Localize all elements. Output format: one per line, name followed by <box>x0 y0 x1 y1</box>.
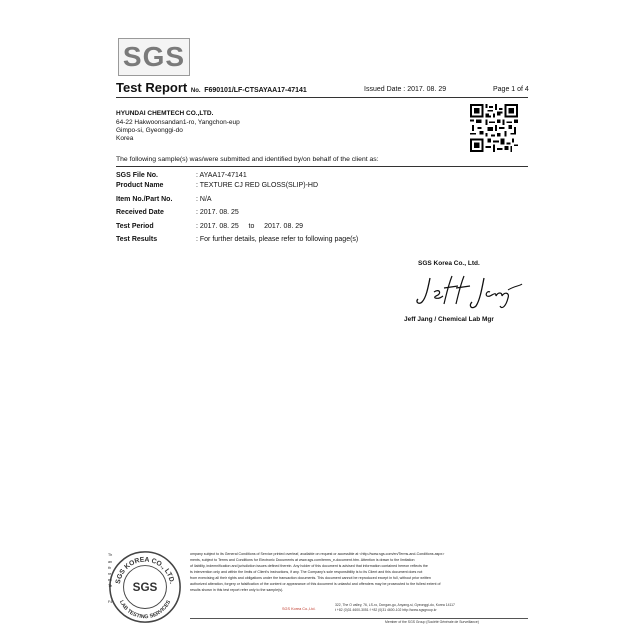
footer-address-line-1: 322, The O valley, 76, LS-ro, Dongan-gu, Anyang-si, Gyeonggi-do, Korea 14117 <box>335 603 455 607</box>
stamp-bottom-text: LAB TESTING SERVICES <box>117 599 173 621</box>
field-value-item-no: : N/A <box>196 196 212 203</box>
footer-member-text: Member of the SGS Group (Société Générale de Surveillance) <box>385 620 479 624</box>
client-name: HYUNDAI CHEMTECH CO.,LTD. <box>116 110 214 117</box>
issued-value: 2017. 08. 29 <box>407 86 447 93</box>
issued-date <box>364 86 446 93</box>
signature-company: SGS Korea Co., Ltd. <box>418 260 480 267</box>
field-label-item-no: Item No./Part No. <box>116 196 173 203</box>
legal-left-mark-4: re <box>108 572 112 576</box>
issued-label: Issued Date : <box>364 86 406 93</box>
legal-line-5: from exercising all their rights and obligations under the transaction documents. This document cannot be reproduced except in full, without prior written <box>190 576 431 580</box>
client-address-line-2: Gimpo-si, Gyeonggi-do <box>116 127 183 134</box>
field-value-test-results: : For further details, please refer to following page(s) <box>196 236 359 243</box>
legal-line-7: results shown in this test report refer only to the sample(s). <box>190 588 284 592</box>
report-number: F690101/LF-CTSAYAA17-47141 <box>204 87 307 94</box>
field-value-file-no: : AYAA17-47141 <box>196 172 247 179</box>
field-value-received-date: : 2017. 08. 25 <box>196 209 239 216</box>
page-indicator: Page 1 of 4 <box>493 86 529 93</box>
legal-left-mark-2: an <box>108 560 112 564</box>
legal-left-mark-1: Th <box>108 553 113 557</box>
field-label-test-results: Test Results <box>116 236 158 243</box>
header-divider <box>116 97 528 98</box>
stamp-center-text: SGS <box>132 580 158 594</box>
legal-left-mark-3: th <box>108 566 111 570</box>
legal-left-mark-7: F4 <box>108 600 113 604</box>
field-value-test-period: : 2017. 08. 25 to 2017. 08. 29 <box>196 223 304 230</box>
stamp-ring-text: SGS KOREA CO., LTD. <box>114 556 176 585</box>
intro-text: The following sample(s) was/were submitted and identified by/on behalf of the client as: <box>116 156 379 163</box>
legal-line-3: of liability, indemnification and jurisdiction issues defined therein. Any holder of this document is advised that information contained hereon reflects the <box>190 564 428 568</box>
footer-divider <box>190 618 528 619</box>
signer-name: Jeff Jang / Chemical Lab Mgr <box>404 316 494 323</box>
field-label-product-name: Product Name <box>116 182 164 189</box>
legal-left-mark-6: Th <box>108 584 113 588</box>
footer-company: SGS Korea Co.,Ltd. <box>282 607 316 611</box>
client-address-line-1: 64-22 Hakwoonsandan1-ro, Yangchon-eup <box>116 119 240 126</box>
legal-line-6: authorized alteration, forgery or falsification of the content or appearance of this document is unlawful and offenders may be prosecuted to the fullest extent of <box>190 582 441 586</box>
legal-line-1: ompany subject to its General Conditions of Service printed overleaf, available on request or accessible at <http://www.sgs.com/en/Terms-and-Conditions.aspx> <box>190 552 445 556</box>
report-no-label: No. <box>190 88 201 94</box>
company-seal-stamp <box>106 548 184 626</box>
sgs-logo: SGS <box>118 38 190 76</box>
handwritten-signature <box>410 272 530 312</box>
qr-code-icon <box>470 104 518 152</box>
field-label-received-date: Received Date <box>116 209 164 216</box>
intro-divider <box>116 166 528 167</box>
legal-line-4: ts intervention only and within the limits of Client's instructions, if any. The Company's sole responsibility is to its Client and this document does not <box>190 570 423 574</box>
legal-left-mark-5: ex <box>108 578 112 582</box>
legal-line-2: ments, subject to Terms and Conditions for Electronic Documents at www.sgs.com/terms_e-document.htm. Attention is drawn to the limitation <box>190 558 415 562</box>
field-label-file-no: SGS File No. <box>116 172 159 179</box>
report-title-text: Test Report <box>116 80 188 95</box>
field-value-product-name: : TEXTURE CJ RED GLOSS(SLIP)-HD <box>196 182 319 189</box>
field-label-test-period: Test Period <box>116 223 154 230</box>
client-address-line-3: Korea <box>116 135 134 142</box>
report-title <box>116 80 307 95</box>
footer-address-line-2: t +82 (0)31 4600-3051 f +82 (0)31 4600-102 http://www.sgsgroup.kr <box>335 608 437 612</box>
